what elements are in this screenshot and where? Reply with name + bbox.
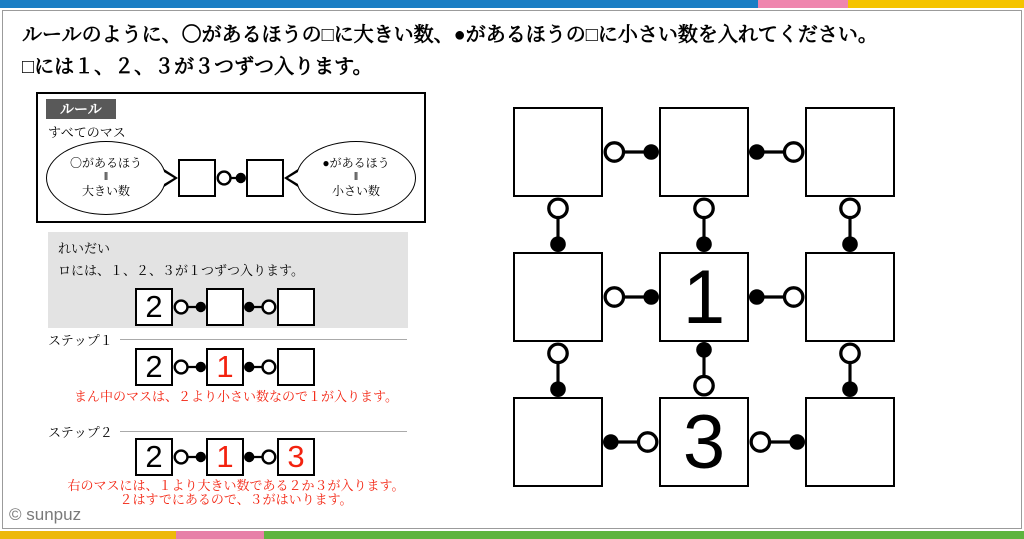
puzzle-cell-r1c2[interactable] <box>659 107 749 197</box>
rule-bubble-big-number <box>46 141 166 215</box>
step2-cell-2 <box>206 438 244 476</box>
bubble-text: ●があるほう <box>322 156 390 171</box>
connector-circle-dot-icon <box>173 447 206 467</box>
example-title: れいだい <box>58 241 111 256</box>
puzzle-cell-r3c3[interactable] <box>805 397 895 487</box>
connector-circle-dot-icon <box>545 197 571 252</box>
connector-dot-circle-icon <box>691 342 717 397</box>
connector-circle-dot-icon <box>545 342 571 397</box>
connector-circle-dot-icon <box>837 197 863 252</box>
title-line2: □には１、２、３が３つずつ入ります。 <box>22 56 373 78</box>
step1-label: ステップ１ <box>48 333 113 348</box>
step1-cell-3 <box>277 348 315 386</box>
top-border-decoration <box>0 0 1024 8</box>
connector-circle-dot-icon <box>603 139 659 165</box>
bottom-border-decoration <box>0 531 1024 539</box>
page-title <box>22 19 878 83</box>
connector-dot-circle-icon <box>244 357 277 377</box>
step1-caption: まん中のマスは、２より小さい数なので１が入ります。 <box>74 389 398 404</box>
step2-cell-value: 2 <box>145 439 163 474</box>
rule-tag: ルール <box>46 99 116 119</box>
step2-caption-line1: 右のマスには、１より大きい数である２か３が入ります。 <box>67 478 405 493</box>
example-cell-3 <box>277 288 315 326</box>
rule-square-left <box>178 159 216 197</box>
step2-cell-value: 3 <box>287 439 305 474</box>
step1-header <box>48 330 407 349</box>
bubble-text: 〇があるほう <box>69 156 142 171</box>
step1-cell-2 <box>206 348 244 386</box>
copyright: © sunpuz <box>9 505 82 524</box>
border-bar-segment <box>0 0 758 8</box>
step2-cell-3 <box>277 438 315 476</box>
connector-dot-circle-icon <box>749 284 805 310</box>
border-bar-segment <box>0 531 176 539</box>
puzzle-cell-r3c2: 3 <box>659 397 749 487</box>
example-section <box>48 232 408 328</box>
example-cell-1 <box>135 288 173 326</box>
puzzle-cell-r2c1[interactable] <box>513 252 603 342</box>
puzzle-cell-r3c1[interactable] <box>513 397 603 487</box>
connector-dot-circle-icon <box>603 429 659 455</box>
step1-cell-value: 1 <box>216 349 234 384</box>
equals-icon: ‖ <box>353 171 359 184</box>
connector-dot-circle-icon <box>749 139 805 165</box>
connector-circle-dot-icon <box>691 197 717 252</box>
connector-circle-dot-icon <box>749 429 805 455</box>
example-subtitle: ロには、１、２、３が１つずつ入ります。 <box>58 263 304 278</box>
puzzle-cell-r1c1[interactable] <box>513 107 603 197</box>
example-row <box>135 288 398 326</box>
equals-icon: ‖ <box>103 171 109 184</box>
step2-caption-line2: ２はすでにあるので、３がはいります。 <box>119 492 353 507</box>
connector-dot-circle-icon <box>244 297 277 317</box>
rule-square-right <box>246 159 284 197</box>
puzzle-cell-r1c3[interactable] <box>805 107 895 197</box>
rule-diagram <box>38 136 424 219</box>
puzzle-grid <box>513 107 895 487</box>
connector-circle-dot-icon <box>837 342 863 397</box>
border-bar-segment <box>848 0 1024 8</box>
puzzle-cell-r2c3[interactable] <box>805 252 895 342</box>
border-bar-segment <box>264 531 1024 539</box>
divider-line <box>120 339 407 340</box>
step1-cell-value: 2 <box>145 349 163 384</box>
step1-cell-1 <box>135 348 173 386</box>
connector-circle-dot-icon <box>216 168 246 188</box>
connector-circle-dot-icon <box>173 297 206 317</box>
example-cell-2 <box>206 288 244 326</box>
step2-cell-value: 1 <box>216 439 234 474</box>
rule-box <box>36 92 426 223</box>
divider-line <box>120 431 407 432</box>
title-line1: ルールのように、〇があるほうの□に大きい数、●があるほうの□に小さい数を入れてください。 <box>22 24 878 46</box>
connector-dot-circle-icon <box>244 447 277 467</box>
step2-label: ステップ２ <box>48 425 113 440</box>
step2-cell-1 <box>135 438 173 476</box>
example-cell-value: 2 <box>145 289 163 324</box>
step2-row <box>135 438 315 476</box>
border-bar-segment <box>758 0 848 8</box>
rule-subtitle: すべてのマス <box>48 125 126 140</box>
bubble-text: 大きい数 <box>81 183 130 198</box>
border-bar-segment <box>176 531 264 539</box>
rule-bubble-small-number <box>296 141 416 215</box>
connector-circle-dot-icon <box>603 284 659 310</box>
puzzle-cell-r2c2: 1 <box>659 252 749 342</box>
step1-row <box>135 348 315 386</box>
bubble-text: 小さい数 <box>331 183 380 198</box>
connector-circle-dot-icon <box>173 357 206 377</box>
